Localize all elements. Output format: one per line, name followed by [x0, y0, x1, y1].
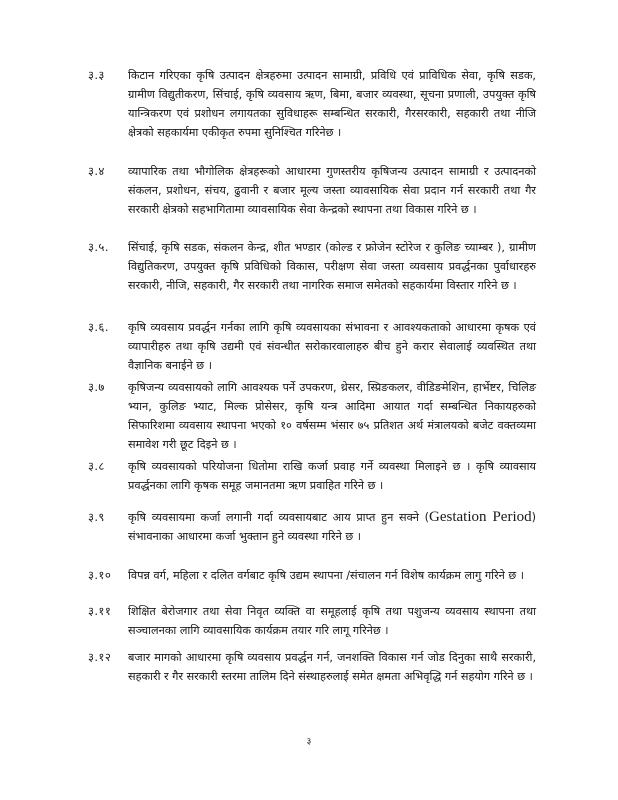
clause-text-part: ) संभावनाका आधारमा कर्जा भुक्तान हुने व्यवस्था गरिने छ । — [128, 511, 536, 543]
clause-number: ३.६. — [88, 320, 109, 334]
clause-text: सिंचाई, कृषि सडक, संकलन केन्द्र, शीत भण्डार (कोल्ड र फ्रोजेन स्टोरेज र कुलिङ च्याम्बर ), ग्रामीण विद्युतिकरण, उपयुक्त कृषि प्रविधिको विकास, परीक्षण सेवा जस्ता व्यवसाय प्रवर्द्धनका पुर्वाधारहरु सरकारी, नीजि, सहकारी, गैर सरकारी तथा नागरिक समाज समेतको सहकार्यमा विस्तार गरिने छ । — [128, 241, 536, 292]
latin-term: Gestation Period — [429, 509, 532, 525]
clause-number: ३.३ — [88, 68, 105, 82]
clause-text: विपन्न वर्ग, महिला र दलित वर्गबाट कृषि उद्यम स्थापना /संचालन गर्न विशेष कार्यक्रम लागु गरिने छ । — [128, 569, 525, 582]
clause-number: ३.१० — [88, 568, 112, 582]
clause-text: कृषि व्यवसाय प्रवर्द्धन गर्नका लागि कृषि व्यवसायका संभावना र आवश्यकताको आधारमा कृषक एवं व्यापारीहरु तथा कृषि उद्यमी एवं संवन्धीत सरोकारवालाहरु बीच हुने करार सेवालाई व्यवस्थित तथा वैज्ञानिक बनाईने छ । — [128, 321, 536, 372]
clause-3-8 — [88, 457, 538, 495]
clause-3-5 — [88, 238, 538, 295]
clause-text-part: कृषि व्यवसायमा कर्जा लगानी गर्दा व्यवसायबाट आय प्राप्त हुन सक्ने ( — [128, 511, 430, 524]
clause-3-3 — [88, 66, 538, 142]
clause-number: ३.७ — [88, 380, 105, 394]
clause-text: बजार मागको आधारमा कृषि व्यवसाय प्रवर्द्धन गर्न, जनशक्ति विकास गर्न जोड दिनुका साथै सरकारी, सहकारी र गैर सरकारी स्तरमा तालिम दिने संस्थाहरुलाई समेत क्षमता अभिवृद्धि गर्न सहयोग गरिने छ । — [128, 651, 536, 683]
clause-number: ३.५. — [88, 240, 109, 254]
clause-3-6 — [88, 318, 538, 375]
clause-3-12 — [88, 648, 538, 686]
clause-text: कृषिजन्य व्यवसायको लागि आवश्यक पर्ने उपकरण, थ्रेसर, स्प्रिङकलर, वीडिङमेशिन, हार्भेष्टर, चिलिङ भ्यान, कुलिङ भ्याट, मिल्क प्रोसेसर, कृषि यन्त्र आदिमा आयात गर्दा सम्बन्धित निकायहरुको सिफारिशमा व्यवसाय स्थापना भएको १० वर्षसम्म भंसार ७५ प्रतिशत अर्थ मंत्रालयको बजेट वक्तव्यमा समावेश गरी छूट दिइने छ । — [128, 381, 536, 451]
clause-3-7 — [88, 378, 538, 454]
clause-text: किटान गरिएका कृषि उत्पादन क्षेत्रहरुमा उत्पादन सामाग्री, प्रविधि एवं प्राविधिक सेवा, कृषि सडक, ग्रामीण विद्युतीकरण, सिंचाई, कृषि व्यवसाय ऋण, बिमा, बजार व्यवस्था, सूचना प्रणाली, उपयुक्त कृषि यान्त्रिकरण एवं प्रशोधन लगायतका सुविधाहरू सम्बन्धित सरकारी, गैरसरकारी, सहकारी तथा नीजि क्षेत्रको सहकार्यमा एकीकृत रुपमा सुनिश्चित गरिनेछ । — [128, 69, 536, 139]
clause-text: व्यापारिक तथा भौगोलिक क्षेत्रहरूको आधारमा गुणस्तरीय कृषिजन्य उत्पादन सामाग्री र उत्पादनको संकलन, प्रशोधन, संचय, ढुवानी र बजार मूल्य जस्ता व्यावसायिक सेवा प्रदान गर्न सरकारी तथा गैर सरकारी क्षेत्रको सहभागितामा व्यावसायिक सेवा केन्द्रको स्थापना तथा विकास गरिने छ । — [128, 165, 536, 216]
clause-text — [128, 508, 536, 546]
clause-3-11 — [88, 602, 538, 640]
clause-number: ३.१२ — [88, 650, 112, 664]
clause-3-4 — [88, 162, 538, 219]
clause-text: कृषि व्यवसायको परियोजना धितोमा राखि कर्जा प्रवाह गर्ने व्यवस्था मिलाइने छ । कृषि व्यावसाय प्रवर्द्धनका लागि कृषक समूह जमानतमा ऋण प्रवाहित गरिने छ । — [128, 460, 536, 492]
clause-number: ३.४ — [88, 164, 105, 178]
page-number: ३ — [306, 737, 312, 747]
clause-3-9 — [88, 508, 538, 546]
clause-3-10 — [88, 566, 538, 585]
clause-text: शिक्षित बेरोजगार तथा सेवा निवृत व्यक्ति वा समूहलाई कृषि तथा पशुजन्य व्यवसाय स्थापना तथा सञ्चालनका लागि व्यावसायिक कार्यक्रम तयार गरि लागू गरिनेछ । — [128, 605, 536, 637]
clause-number: ३.८ — [88, 459, 105, 473]
clause-number: ३.११ — [88, 604, 112, 618]
clause-number: ३.९ — [88, 510, 105, 524]
